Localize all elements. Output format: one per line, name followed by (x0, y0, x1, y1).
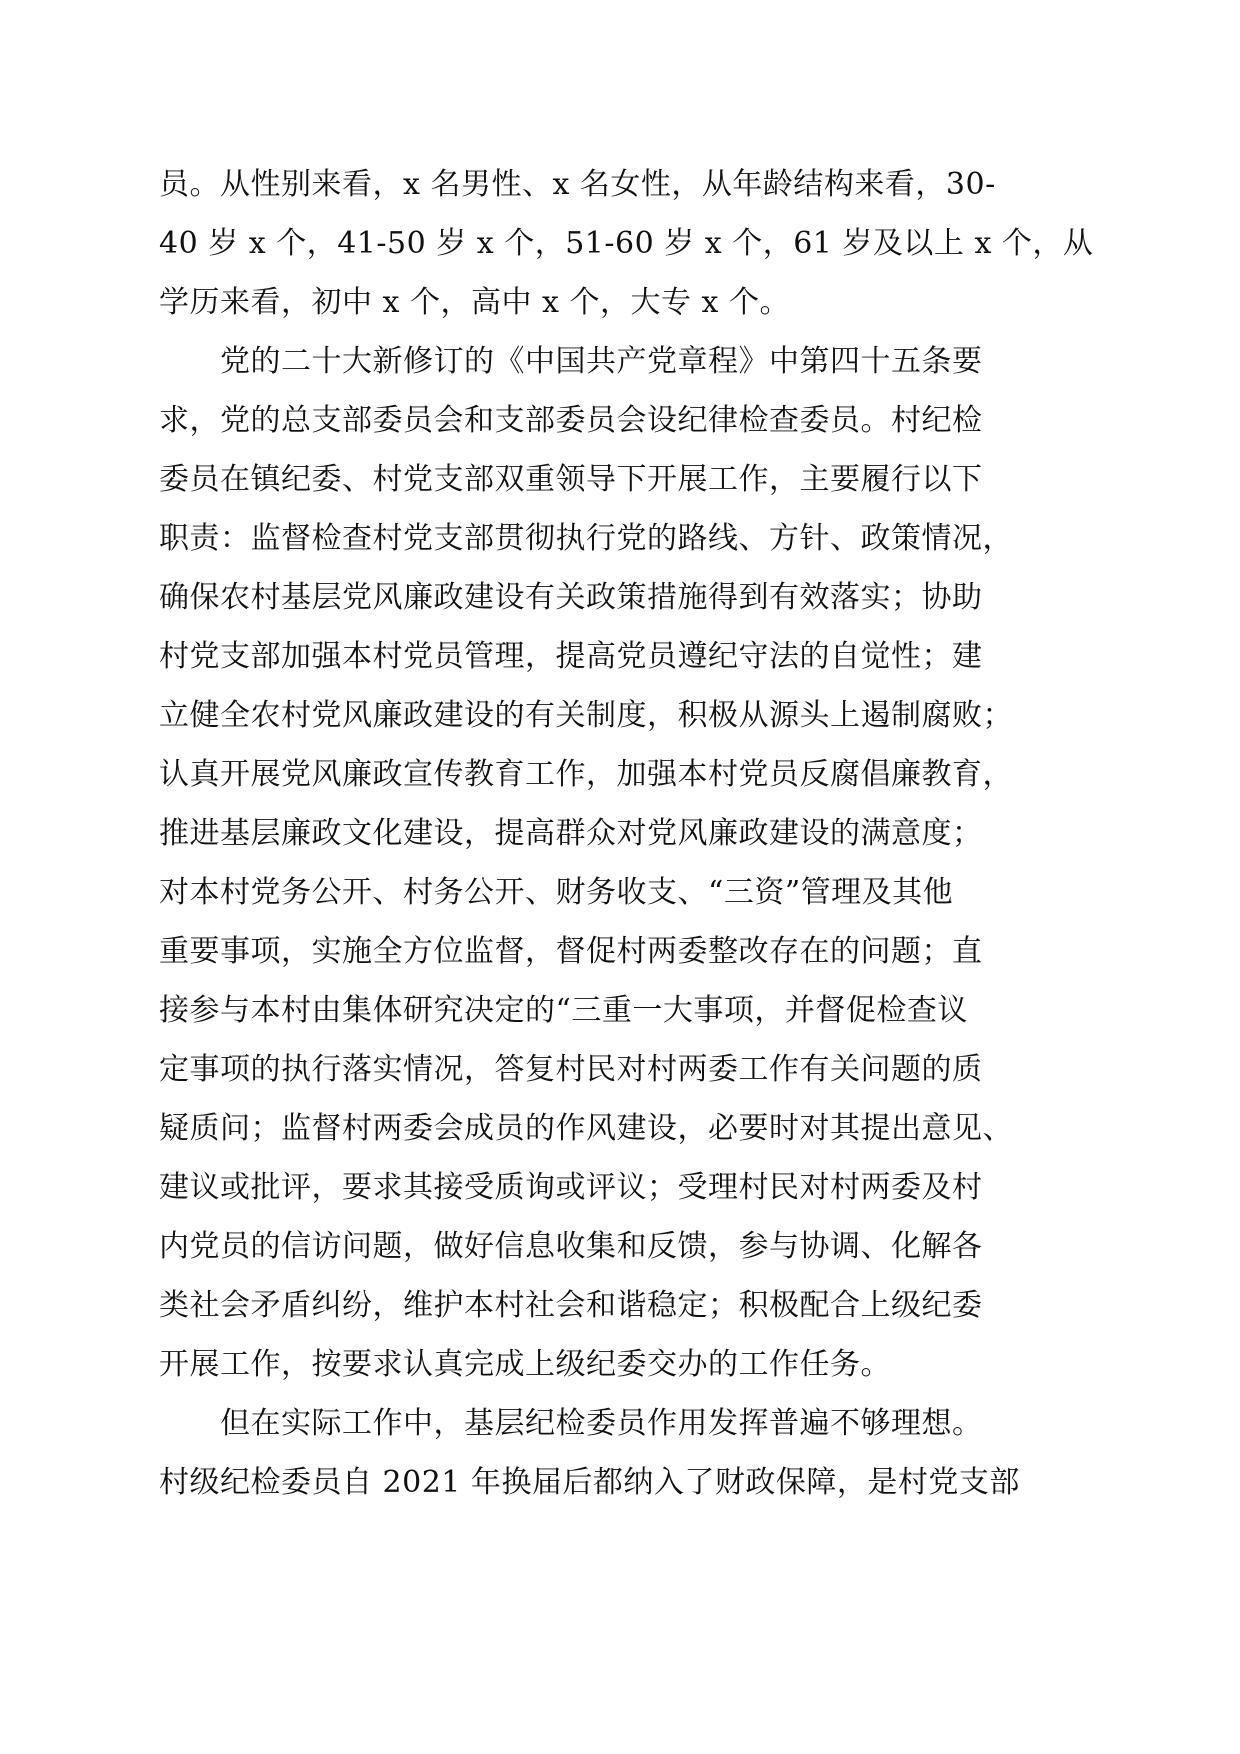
text-line: 接参与本村由集体研究决定的“三重一大事项，并督促检查议 (159, 993, 968, 1028)
text-line: 建议或批评，要求其接受质询或评议；受理村民对村两委及村 (159, 1170, 983, 1205)
text-line: 委员在镇纪委、村党支部双重领导下开展工作，主要履行以下 (159, 462, 983, 497)
text-line: 认真开展党风廉政宣传教育工作，加强本村党员反腐倡廉教育， (159, 757, 1013, 792)
text-line: 立健全农村党风廉政建设的有关制度，积极从源头上遏制腐败； (159, 698, 1013, 733)
text-line: 开展工作，按要求认真完成上级纪委交办的工作任务。 (159, 1347, 891, 1382)
text-line: 疑质问；监督村两委会成员的作风建设，必要时对其提出意见、 (159, 1111, 1013, 1146)
body-text (159, 155, 1094, 1512)
text-line: 定事项的执行落实情况，答复村民对村两委工作有关问题的质 (159, 1052, 983, 1087)
text-line: 但在实际工作中，基层纪检委员作用发挥普遍不够理想。 (159, 1406, 983, 1441)
text-line: 内党员的信访问题，做好信息收集和反馈，参与协调、化解各 (159, 1229, 983, 1264)
text-line: 员。从性别来看，x 名男性、x 名女性，从年龄结构来看，30- (159, 167, 996, 202)
text-line: 求，党的总支部委员会和支部委员会设纪律检查委员。村纪检 (159, 403, 983, 438)
text-line: 职责：监督检查村党支部贯彻执行党的路线、方针、政策情况， (159, 521, 1013, 556)
text-line: 村党支部加强本村党员管理，提高党员遵纪守法的自觉性；建 (159, 639, 983, 674)
text-line: 对本村党务公开、村务公开、财务收支、“三资”管理及其他 (159, 875, 954, 910)
text-line: 类社会矛盾纠纷，维护本村社会和谐稳定；积极配合上级纪委 (159, 1288, 983, 1323)
text-line: 推进基层廉政文化建设，提高群众对党风廉政建设的满意度； (159, 816, 983, 851)
text-line: 村级纪检委员自 2021 年换届后都纳入了财政保障，是村党支部 (159, 1465, 1020, 1500)
text-line: 40 岁 x 个，41-50 岁 x 个，51-60 岁 x 个，61 岁及以上 x 个，从 (159, 226, 1094, 261)
text-line: 确保农村基层党风廉政建设有关政策措施得到有效落实；协助 (159, 580, 983, 615)
text-line: 学历来看，初中 x 个，高中 x 个，大专 x 个。 (159, 285, 790, 320)
text-line: 党的二十大新修订的《中国共产党章程》中第四十五条要 (159, 344, 983, 379)
text-line: 重要事项，实施全方位监督，督促村两委整改存在的问题；直 (159, 934, 983, 969)
